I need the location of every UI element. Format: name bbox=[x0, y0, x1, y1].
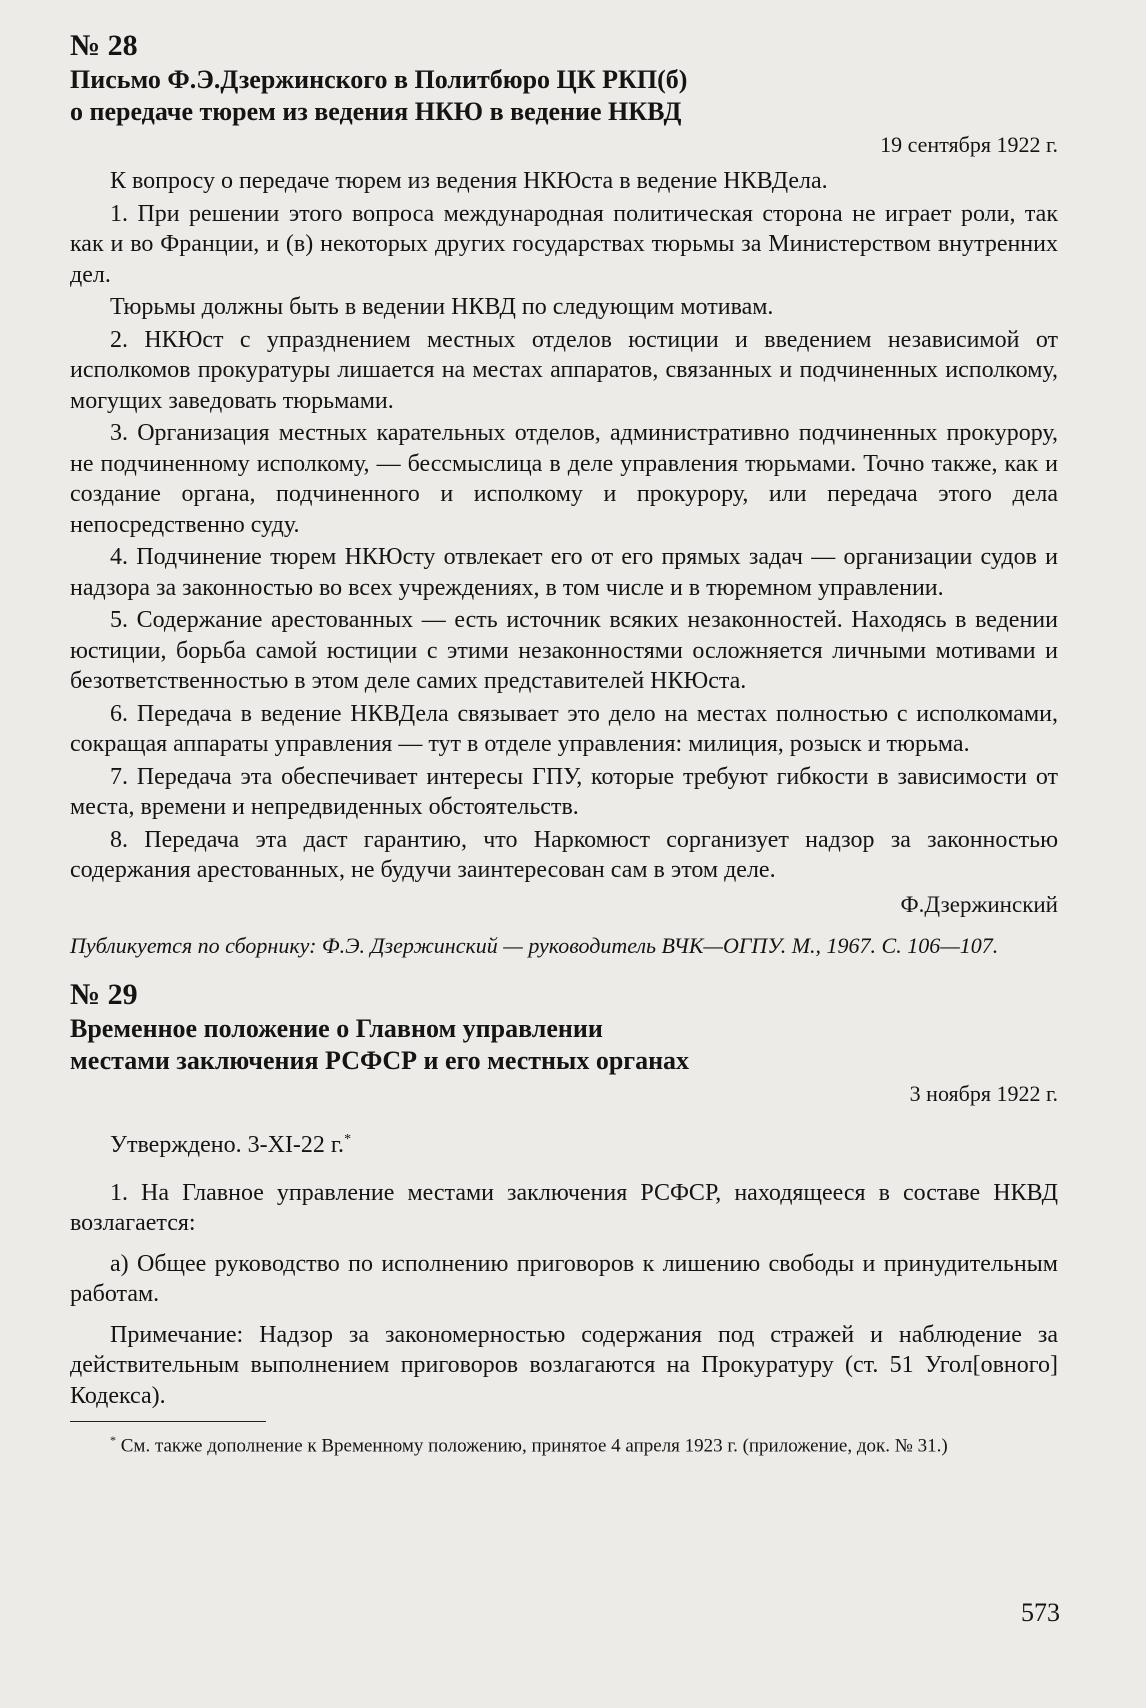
doc28-publication-source: Публикуется по сборнику: Ф.Э. Дзержинский — руководитель ВЧК—ОГПУ. М., 1967. С. 106—107. bbox=[70, 932, 999, 958]
doc29-number: № 29 bbox=[70, 977, 138, 1011]
doc29-approved-text: Утверждено. 3-XI-22 г. bbox=[110, 1131, 345, 1158]
page-number: 573 bbox=[1021, 1598, 1060, 1627]
doc28-signature: Ф.Дзержинский bbox=[900, 891, 1058, 917]
doc28-paragraph: 4. Подчинение тюрем НКЮсту отвлекает его от его прямых задач — организации судов и надзора за законностью во всех учреждениях, в том числе и в тюремном управлении. bbox=[70, 544, 1058, 601]
doc28-paragraph: 8. Передача эта даст гарантию, что Наркомюст сорганизует надзор за законностью содержания арестованных, не будучи заинтересован сам в этом деле. bbox=[70, 826, 1058, 883]
footnote-mark: * bbox=[110, 1433, 116, 1447]
doc29-paragraph: Примечание: Надзор за закономерностью содержания под стражей и наблюдение за действительным выполнением приговоров возлагаются на Прокуратуру (ст. 51 Угол[овного] Кодекса). bbox=[70, 1321, 1058, 1409]
doc28-date: 19 сентября 1922 г. bbox=[880, 132, 1058, 157]
doc29-paragraph: 1. На Главное управление местами заключения РСФСР, находящееся в составе НКВД возлагается: bbox=[70, 1179, 1058, 1236]
page-content bbox=[70, 28, 1058, 1458]
doc29-title-line2: местами заключения РСФСР и его местных органах bbox=[70, 1045, 690, 1075]
doc28-number: № 28 bbox=[70, 29, 138, 62]
doc28-paragraph: К вопросу о передаче тюрем из ведения НКЮста в ведение НКВДела. bbox=[110, 168, 828, 194]
doc29-approved-footnote-mark: * bbox=[344, 1131, 352, 1147]
doc28-paragraph: 1. При решении этого вопроса международная политическая сторона не играет роли, так как и во Франции, и (в) некоторых других государствах тюрьмы за Министерством внутренних дел. bbox=[70, 200, 1058, 288]
doc29-date: 3 ноября 1922 г. bbox=[909, 1080, 1058, 1106]
doc28-paragraph: 5. Содержание арестованных — есть источник всяких незаконностей. Находясь в ведении юстиции, борьба самой юстиции с этими незаконностями осложняется личными мотивами и безответственностью в этом деле самих представителей НКЮста. bbox=[70, 607, 1058, 694]
footnote-text: См. также дополнение к Временному положению, принятое 4 апреля 1923 г. (приложение, док. № 31.) bbox=[120, 1435, 948, 1457]
doc28-title-line2: о передаче тюрем из ведения НКЮ в ведение НКВД bbox=[70, 97, 682, 126]
doc28-paragraph: 2. НКЮст с упразднением местных отделов юстиции и введением независимой от исполкомов прокуратуры лишается на местах аппаратов, связанных и подчиненных исполкому, могущих заведовать тюрьмами. bbox=[70, 326, 1058, 414]
doc28-paragraph: 7. Передача эта обеспечивает интересы ГПУ, которые требуют гибкости в зависимости от места, времени и непредвиденных обстоятельств. bbox=[70, 763, 1058, 820]
doc29-title-line1: Временное положение о Главном управлении bbox=[70, 1013, 603, 1043]
footnote-divider bbox=[70, 1421, 266, 1422]
doc28-paragraph: Тюрьмы должны быть в ведении НКВД по следующим мотивам. bbox=[110, 294, 774, 320]
doc28-paragraph: 6. Передача в ведение НКВДела связывает это дело на местах полностью с исполкомами, сокращая аппараты управления — тут в отделе управления: милиция, розыск и тюрьма. bbox=[70, 700, 1058, 757]
doc28-title-line1: Письмо Ф.Э.Дзержинского в Политбюро ЦК РКП(б) bbox=[70, 65, 688, 94]
doc29-approved bbox=[70, 1125, 1058, 1160]
doc29-footnote bbox=[70, 1428, 1058, 1458]
doc28-paragraph: 3. Организация местных карательных отделов, административно подчиненных прокурору, не подчиненному исполкому, — бессмыслица в деле управления тюрьмами. Точно также, как и создание органа, подчиненного и исполкому и прокурору, или передача этого дела непосредственно суду. bbox=[70, 420, 1058, 538]
doc29-paragraph: а) Общее руководство по исполнению приговоров к лишению свободы и принудительным работам. bbox=[70, 1250, 1058, 1307]
